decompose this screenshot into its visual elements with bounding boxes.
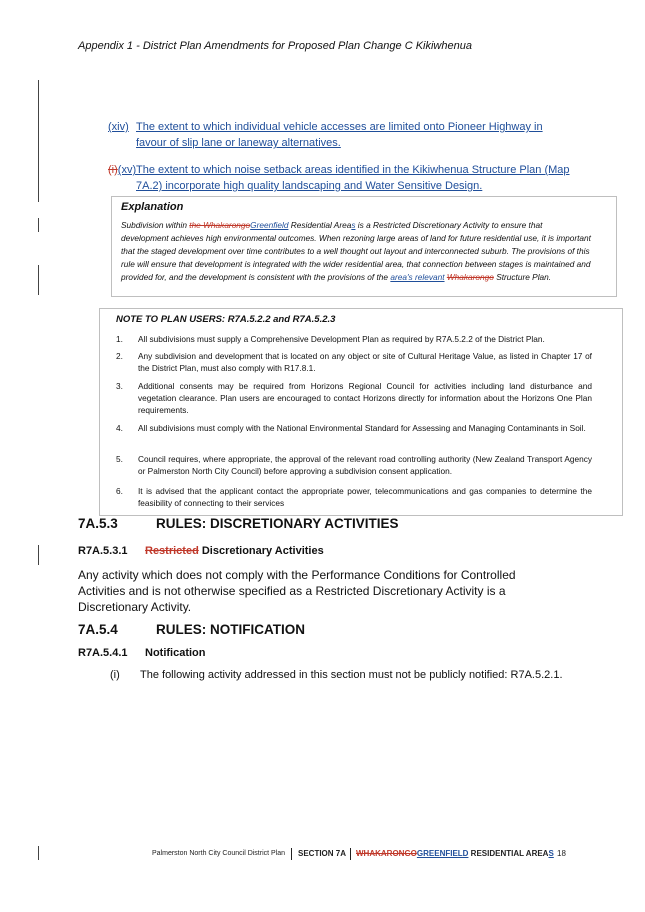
footer-divider (291, 848, 292, 860)
clause-number: (xiv) (108, 121, 129, 133)
section-title: RULES: DISCRETIONARY ACTIVITIES (156, 516, 399, 531)
deleted-text: Restricted (145, 545, 199, 557)
change-bar (38, 80, 39, 202)
page-number: 18 (557, 849, 566, 858)
change-bar (38, 545, 39, 565)
clause-xv (108, 162, 578, 194)
list-item-number: (i) (110, 669, 120, 681)
note-item: 4. All subdivisions must comply with the National Environmental Standard for Assessing and Managing Contaminants in Soil. (116, 423, 586, 433)
inserted-text: Greenfield (250, 220, 289, 230)
clause-xiv (108, 119, 578, 151)
note-item: 2. Any subdivision and development that is located on any object or site of Cultural Heritage Value, as listed in Chapter 17 of the District Plan, must also comply with R17.8.1. (116, 351, 592, 373)
clause-text: The extent to which noise setback areas identified in the Kikiwhenua Structure Plan (Map 7A.2) incorporate high quality landscaping and Water Sensitive Design. (136, 164, 570, 192)
change-bar (38, 218, 39, 232)
inserted-text: area's relevant (390, 272, 445, 282)
deleted-text: the Whakarongo (189, 220, 251, 230)
rule-title: Restricted Discretionary Activities (145, 545, 324, 557)
rule-paragraph: Any activity which does not comply with the Performance Conditions for Controlled Activities and is not otherwise specified as a Restricted Discretionary Activity is a Discretionary Activity. (78, 568, 516, 614)
deleted-number: (i) (108, 164, 118, 176)
note-item: 6. It is advised that the applicant contact the appropriate power, telecommunications and gas companies to determine the feasibility of connecting to their services (116, 486, 592, 508)
note-item: 1. All subdivisions must supply a Comprehensive Development Plan as required by R7A.5.2.2 of the District Plan. (116, 334, 545, 344)
clause-text: The extent to which individual vehicle accesses are limited onto Pioneer Highway in favour of slip lane or laneway alternatives. (136, 121, 543, 149)
inserted-number: (xv) (117, 164, 137, 176)
section-number: 7A.5.4 (78, 622, 118, 637)
section-title: RULES: NOTIFICATION (156, 622, 305, 637)
section-number: 7A.5.3 (78, 516, 118, 531)
change-bar (38, 846, 39, 860)
deleted-text: Whakarongo (446, 272, 494, 282)
footer-plan-name: Palmerston North City Council District Plan (152, 850, 286, 857)
page-footer (152, 849, 592, 863)
footer-divider (350, 848, 351, 860)
footer-section: SECTION 7A (298, 849, 347, 858)
note-item: 3. Additional consents may be required from Horizons Regional Council for activities including land disturbance and vegetation clearance. Plan users are encouraged to contact Horizons directly for information about the Horizons One Plan requirements. (116, 381, 592, 415)
footer-area: WHAKARONGOGREENFIELD RESIDENTIAL AREAS (356, 849, 554, 858)
clause-number (108, 162, 136, 178)
explanation-title: Explanation (121, 201, 184, 213)
explanation-box (111, 196, 617, 297)
page-header: Appendix 1 - District Plan Amendments for Proposed Plan Change C Kikiwhenua (78, 40, 472, 52)
note-box (99, 308, 623, 516)
note-title: NOTE TO PLAN USERS: R7A.5.2.2 and R7A.5.2.3 (116, 314, 336, 325)
rule-number: R7A.5.3.1 (78, 545, 128, 557)
rule-number: R7A.5.4.1 (78, 647, 128, 659)
change-bar (38, 265, 39, 295)
explanation-body: Subdivision within the WhakarongoGreenfield Residential Areas is a Restricted Discretionary Activity to ensure that development achieves high environmental outcomes. When rezoning large areas of land for future residential use, it is important that the staged development over time contributes to a well thought out layout and interconnected suburb. The provisions of this rule will ensure that development is integrated with the wider residential area, that connection between stages is maintained and provided for, and the development is consistent with the provisions of the area's relevant Whakarongo Structure Plan. (121, 220, 591, 282)
list-item-text: The following activity addressed in this section must not be publicly notified: R7A.5.2.1. (140, 669, 563, 681)
inserted-text: s (351, 220, 356, 230)
note-item: 5. Council requires, where appropriate, the approval of the relevant road controlling authority (New Zealand Transport Agency or Palmerston North City Council) before approving a subdivision consent application. (116, 454, 592, 476)
rule-title: Notification (145, 647, 206, 659)
